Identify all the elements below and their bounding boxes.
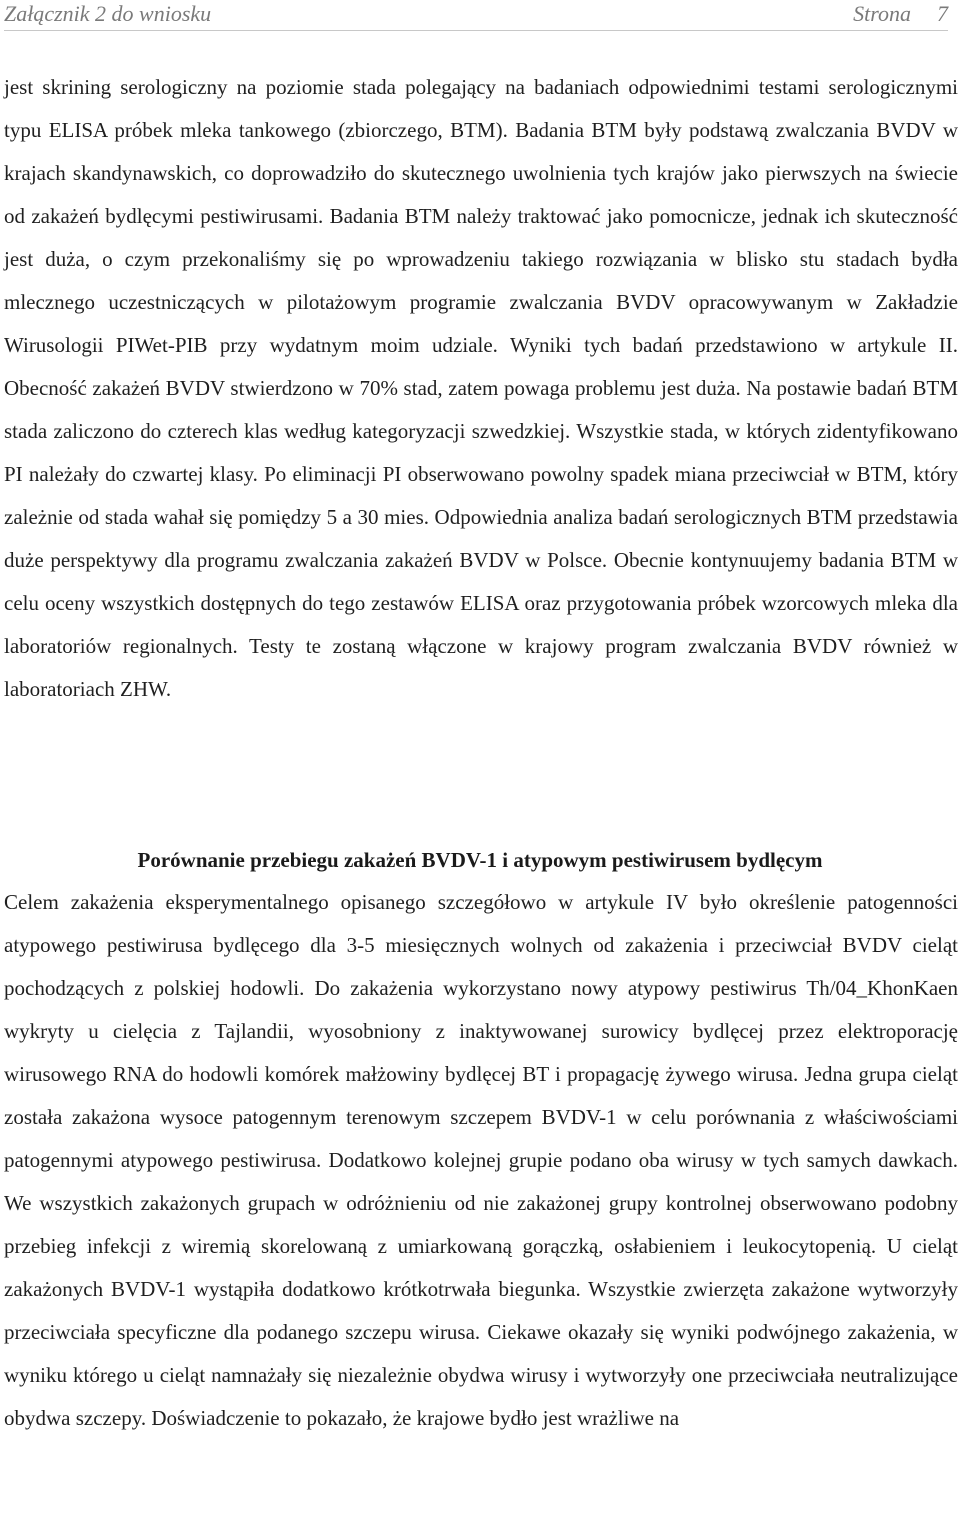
paragraph-text: Celem zakażenia eksperymentalnego opisanego szczegółowo w artykule IV było określenie patogenności atypowego pestiwirusa bydlęcego dla 3-5 miesięcznych wolnych od zakażenia i przeciwciał BVDV cieląt pochodzących z polskiej hodowli. Do zakażenia wykorzystano nowy atypowy pestiwirus Th/04_KhonKaen wykryty u cielęcia z Tajlandii, wyosobniony z inaktywowanej surowicy bydlęcej przez elektroporację wirusowego RNA do hodowli komórek małżowiny bydlęcej BT i propagację żywego wirusa. Jedna grupa cieląt została zakażona wysoce patogennym terenowym szczepem BVDV-1 w celu porównania z właściwościami patogennymi atypowego pestiwirusa. Dodatkowo kolejnej grupie podano oba wirusy w tych samych dawkach. We wszystkich zakażonych grupach w odróżnieniu od nie zakażonej grupy kontrolnej obserwowano podobny przebieg infekcji z wiremią skorelowaną z umiarkowaną gorączką, osłabieniem i leukocytopenią. U cieląt zakażonych BVDV-1 wystąpiła dodatkowo krótkotrwała biegunka. Wszystkie zwierzęta zakażone wytworzyły przeciwciała specyficzne dla podanego szczepu wirusa. Ciekawe okazały się wyniki podwójnego zakażenia, w wyniku którego u cieląt namnażały się niezależnie obydwa wirusy i wytworzyły one przeciwciała neutralizujące obydwa szczepy. Doświadczenie to pokazało, że krajowe bydło jest wrażliwe na xyxy=(4,890,958,1430)
header-page-label: Strona xyxy=(853,1,911,26)
section-heading: Porównanie przebiegu zakażeń BVDV-1 i atypowym pestiwirusem bydlęcym xyxy=(137,848,823,872)
page-header xyxy=(4,0,948,31)
header-page xyxy=(853,0,948,28)
header-title: Załącznik 2 do wniosku xyxy=(4,1,212,26)
header-page-number: 7 xyxy=(937,1,948,26)
paragraph-text: jest skrining serologiczny na poziomie stada polegający na badaniach odpowiednimi testami serologicznymi typu ELISA próbek mleka tankowego (zbiorczego, BTM). Badania BTM były podstawą zwalczania BVDV w krajach skandynawskich, co doprowadziło do skutecznego uwolnienia tych krajów jako pierwszych na świecie od zakażeń bydlęcymi pestiwirusami. Badania BTM należy traktować jako pomocnicze, jednak ich skuteczność jest duża, o czym przekonaliśmy się po wprowadzeniu takiego rozwiązania w blisko stu stadach bydła mlecznego uczestniczących w pilotażowym programie zwalczania BVDV opracowywanym w Zakładzie Wirusologii PIWet-PIB przy wydatnym moim udziale. Wyniki tych badań przedstawiono w artykule II. Obecność zakażeń BVDV stwierdzono w 70% stad, zatem powaga problemu jest duża. Na postawie badań BTM stada zaliczono do czterech klas według kategoryzacji szwedzkiej. Wszystkie stada, w których zidentyfikowano PI należały do czwartej klasy. Po eliminacji PI obserwowano powolny spadek miana przeciwciał w BTM, który zależnie od stada wahał się pomiędzy 5 a 30 mies. Odpowiednia analiza badań serologicznych BTM przedstawia duże perspektywy dla programu zwalczania zakażeń BVDV w Polsce. Obecnie kontynuujemy badania BTM w celu oceny wszystkich dostępnych do tego zestawów ELISA oraz przygotowania próbek wzorcowych mleka dla laboratoriów regionalnych. Testy te zostaną włączone w krajowy program zwalczania BVDV również w laboratoriach ZHW. xyxy=(4,75,958,701)
body-paragraph-1 xyxy=(4,66,958,711)
body-paragraph-2 xyxy=(4,881,958,1440)
